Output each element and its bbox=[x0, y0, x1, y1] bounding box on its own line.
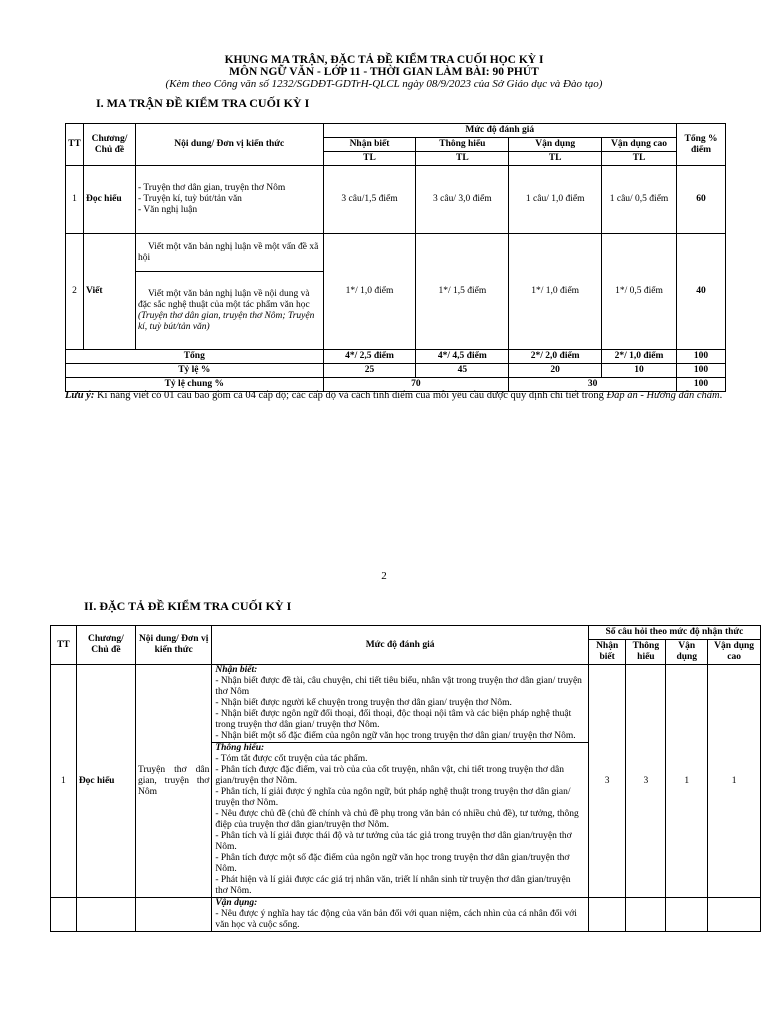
col-van-dung-cao: Vận dụng cao bbox=[602, 138, 677, 152]
sum-row bbox=[66, 350, 726, 364]
col-chapter: Chương/ Chủ đề bbox=[83, 124, 135, 166]
cell-th: 3 câu/ 3,0 điểm bbox=[416, 166, 509, 234]
col-van-dung-cao: Vận dụng cao bbox=[708, 640, 761, 665]
table-row bbox=[66, 234, 726, 272]
criteria-item: - Phân tích được đặc điểm, vai trò của của cốt truyện, nhân vật, chi tiết trong truyện thơ dân gian/truyện thơ Nôm. bbox=[215, 765, 564, 786]
cell-vd: 1 câu/ 1,0 điểm bbox=[509, 166, 602, 234]
cell-th: 3 bbox=[626, 665, 666, 898]
content-item: - Truyện kí, tuỳ bút/tản văn bbox=[137, 194, 242, 204]
content-item: - Truyện thơ dân gian, truyện thơ Nôm bbox=[137, 183, 286, 193]
cell-total: 100 bbox=[676, 364, 725, 378]
cell-total: 40 bbox=[676, 234, 725, 350]
criteria-nhan-biet bbox=[212, 665, 589, 743]
cell-nb: 4*/ 2,5 điểm bbox=[323, 350, 416, 364]
cell-vdc: 1*/ 0,5 điểm bbox=[602, 234, 677, 350]
cell-common-b: 30 bbox=[509, 378, 677, 392]
doc-subject: MÔN NGỮ VĂN - LỚP 11 - THỜI GIAN LÀM BÀI: 90 PHÚT bbox=[229, 66, 539, 78]
row-content bbox=[135, 166, 323, 234]
cell-nb: 3 câu/1,5 điểm bbox=[323, 166, 416, 234]
note-label: Lưu ý: bbox=[65, 390, 95, 401]
cell-vdc: 2*/ 1,0 điểm bbox=[602, 350, 677, 364]
cell-vdc: 10 bbox=[602, 364, 677, 378]
criteria-item: - Nhận biết được đề tài, câu chuyện, chi tiết tiêu biểu, nhân vật trong truyện thơ dân gian/ truyện thơ Nôm bbox=[215, 676, 582, 697]
row-tt: 1 bbox=[51, 665, 77, 898]
cell-vd: 1*/ 1,0 điểm bbox=[509, 234, 602, 350]
note bbox=[65, 389, 725, 403]
content-text: Viết một văn bản nghị luận về nội dung và đặc sắc nghệ thuật của một tác phẩm văn học bbox=[137, 288, 310, 310]
page-number: 2 bbox=[381, 570, 387, 582]
cell-vdc: 1 câu/ 0,5 điểm bbox=[602, 166, 677, 234]
note-end: . bbox=[719, 390, 723, 401]
criteria-item: - Nhận biết một số đặc điểm của ngôn ngữ văn học trong truyện thơ dân gian/ truyện thơ Nôm. bbox=[215, 731, 576, 741]
criteria-item: - Phân tích, lí giải được ý nghĩa của ngôn ngữ, bút pháp nghệ thuật trong truyện thơ dân gian/ truyện thơ Nôm. bbox=[215, 787, 571, 808]
row-content: Truyện thơ dân gian, truyện thơ Nôm bbox=[135, 665, 211, 898]
pct-row bbox=[66, 364, 726, 378]
col-content: Nội dung/ Đơn vị kiến thức bbox=[135, 626, 211, 665]
criteria-item: - Phân tích và lí giải được thái độ và tư tưởng của tác giả trong truyện thơ dân gian/truyện thơ Nôm. bbox=[215, 831, 572, 852]
col-tt: TT bbox=[51, 626, 77, 665]
doc-reference: (Kèm theo Công văn số 1232/SGDĐT-GDTrH-QLCL ngày 08/9/2023 của Sở Giáo dục và Đào tạo) bbox=[165, 78, 603, 90]
section2-title: II. ĐẶC TẢ ĐỀ KIỂM TRA CUỐI KỲ I bbox=[84, 599, 292, 613]
cell-vd: 2*/ 2,0 điểm bbox=[509, 350, 602, 364]
col-thong-hieu: Thông hiểu bbox=[416, 138, 509, 152]
col-content: Nội dung/ Đơn vị kiến thức bbox=[135, 124, 323, 166]
cell-th: 45 bbox=[416, 364, 509, 378]
criteria-item: - Phân tích được một số đặc điểm của ngôn ngữ văn học trong truyện thơ dân gian/truyện thơ Nôm. bbox=[215, 853, 570, 874]
row-chapter: Đọc hiểu bbox=[76, 665, 135, 898]
criteria-thong-hieu bbox=[212, 743, 589, 898]
cell-vdc: 1 bbox=[708, 665, 761, 898]
note-text: Kĩ năng viết có 01 câu bao gồm cả 04 cấp độ; các cấp độ và cách tính điểm của mỗi yêu cầu được quy định chi tiết trong bbox=[94, 390, 607, 401]
cell-total: 100 bbox=[676, 350, 725, 364]
row-chapter: Đọc hiểu bbox=[83, 166, 135, 234]
row-content: Viết một văn bản nghị luận về một vấn đề xã hội bbox=[135, 234, 323, 272]
row-tt: 2 bbox=[66, 234, 84, 350]
table-row bbox=[51, 898, 761, 932]
table-row bbox=[66, 166, 726, 234]
cell-total: 100 bbox=[676, 378, 725, 392]
row-chapter: Viết bbox=[83, 234, 135, 350]
spec-table bbox=[50, 625, 761, 932]
criteria-item: - Phát hiện và lí giải được các giá trị nhân văn, triết lí nhân sinh từ truyện thơ dân gian/truyện thơ Nôm. bbox=[215, 875, 571, 896]
matrix-table bbox=[65, 123, 726, 392]
col-thong-hieu: Thông hiểu bbox=[626, 640, 666, 665]
cell-total: 60 bbox=[676, 166, 725, 234]
pct-label: Tỷ lệ % bbox=[66, 364, 324, 378]
criteria-heading: Thông hiểu: bbox=[215, 743, 265, 753]
col-tl: TL bbox=[602, 152, 677, 166]
common-label: Tỷ lệ chung % bbox=[66, 378, 324, 392]
table-row bbox=[51, 665, 761, 743]
section1-title: I. MA TRẬN ĐỀ KIỂM TRA CUỐI KỲ I bbox=[96, 96, 310, 110]
col-tl: TL bbox=[416, 152, 509, 166]
col-chapter: Chương/ Chủ đề bbox=[76, 626, 135, 665]
col-level: Mức độ đánh giá bbox=[323, 124, 676, 138]
criteria-heading: Vận dụng: bbox=[215, 898, 258, 908]
cell-nb: 25 bbox=[323, 364, 416, 378]
col-van-dung: Vận dụng bbox=[509, 138, 602, 152]
criteria-van-dung bbox=[212, 898, 589, 932]
col-total: Tổng % điểm bbox=[676, 124, 725, 166]
criteria-item: - Nêu được ý nghĩa hay tác động của văn bản đối với quan niệm, cách nhìn của cá nhân đối với văn học và cuộc sống. bbox=[215, 909, 577, 930]
criteria-item: - Nêu được chủ đề (chủ đề chính và chủ đề phụ trong văn bản có nhiều chủ đề), tư tưởng, thông điệp của truyện thơ dân gian/truyện thơ Nôm. bbox=[215, 809, 579, 830]
row-tt: 1 bbox=[66, 166, 84, 234]
col-level: Mức độ đánh giá bbox=[212, 626, 589, 665]
cell-nb: 3 bbox=[588, 665, 626, 898]
col-tl: TL bbox=[323, 152, 416, 166]
col-tt: TT bbox=[66, 124, 84, 166]
criteria-item: - Tóm tắt được cốt truyện của tác phẩm. bbox=[215, 754, 368, 764]
content-italic: (Truyện thơ dân gian, truyện thơ Nôm; Truyện kí, tuỳ bút/tản văn) bbox=[137, 310, 315, 332]
col-nhan-biet: Nhận biết bbox=[323, 138, 416, 152]
criteria-heading: Nhận biết: bbox=[215, 665, 258, 675]
col-tl: TL bbox=[509, 152, 602, 166]
cell-vd: 1 bbox=[666, 665, 708, 898]
note-italic: Đáp án - Hướng dẫn chấm bbox=[606, 390, 720, 401]
cell-th: 4*/ 4,5 điểm bbox=[416, 350, 509, 364]
cell-nb: 1*/ 1,0 điểm bbox=[323, 234, 416, 350]
cell-vd: 20 bbox=[509, 364, 602, 378]
col-van-dung: Vận dụng bbox=[666, 640, 708, 665]
col-count: Số câu hỏi theo mức độ nhận thức bbox=[588, 626, 760, 640]
col-nhan-biet: Nhận biết bbox=[588, 640, 626, 665]
cell-th: 1*/ 1,5 điểm bbox=[416, 234, 509, 350]
cell-common-a: 70 bbox=[323, 378, 509, 392]
criteria-item: - Nhận biết được người kể chuyện trong truyện thơ dân gian/ truyện thơ Nôm. bbox=[215, 698, 512, 708]
doc-title: KHUNG MA TRẬN, ĐẶC TẢ ĐỀ KIỂM TRA CUỐI HỌC KỲ I bbox=[224, 54, 544, 66]
content-item: - Văn nghị luận bbox=[137, 205, 198, 215]
criteria-item: - Nhận biết được ngôn ngữ đối thoại, đối thoại, độc thoại nội tâm và các biện pháp nghệ thuật trong truyện thơ dân gian/ truyện thơ Nôm. bbox=[215, 709, 572, 730]
row-content bbox=[135, 272, 323, 350]
sum-label: Tổng bbox=[66, 350, 324, 364]
